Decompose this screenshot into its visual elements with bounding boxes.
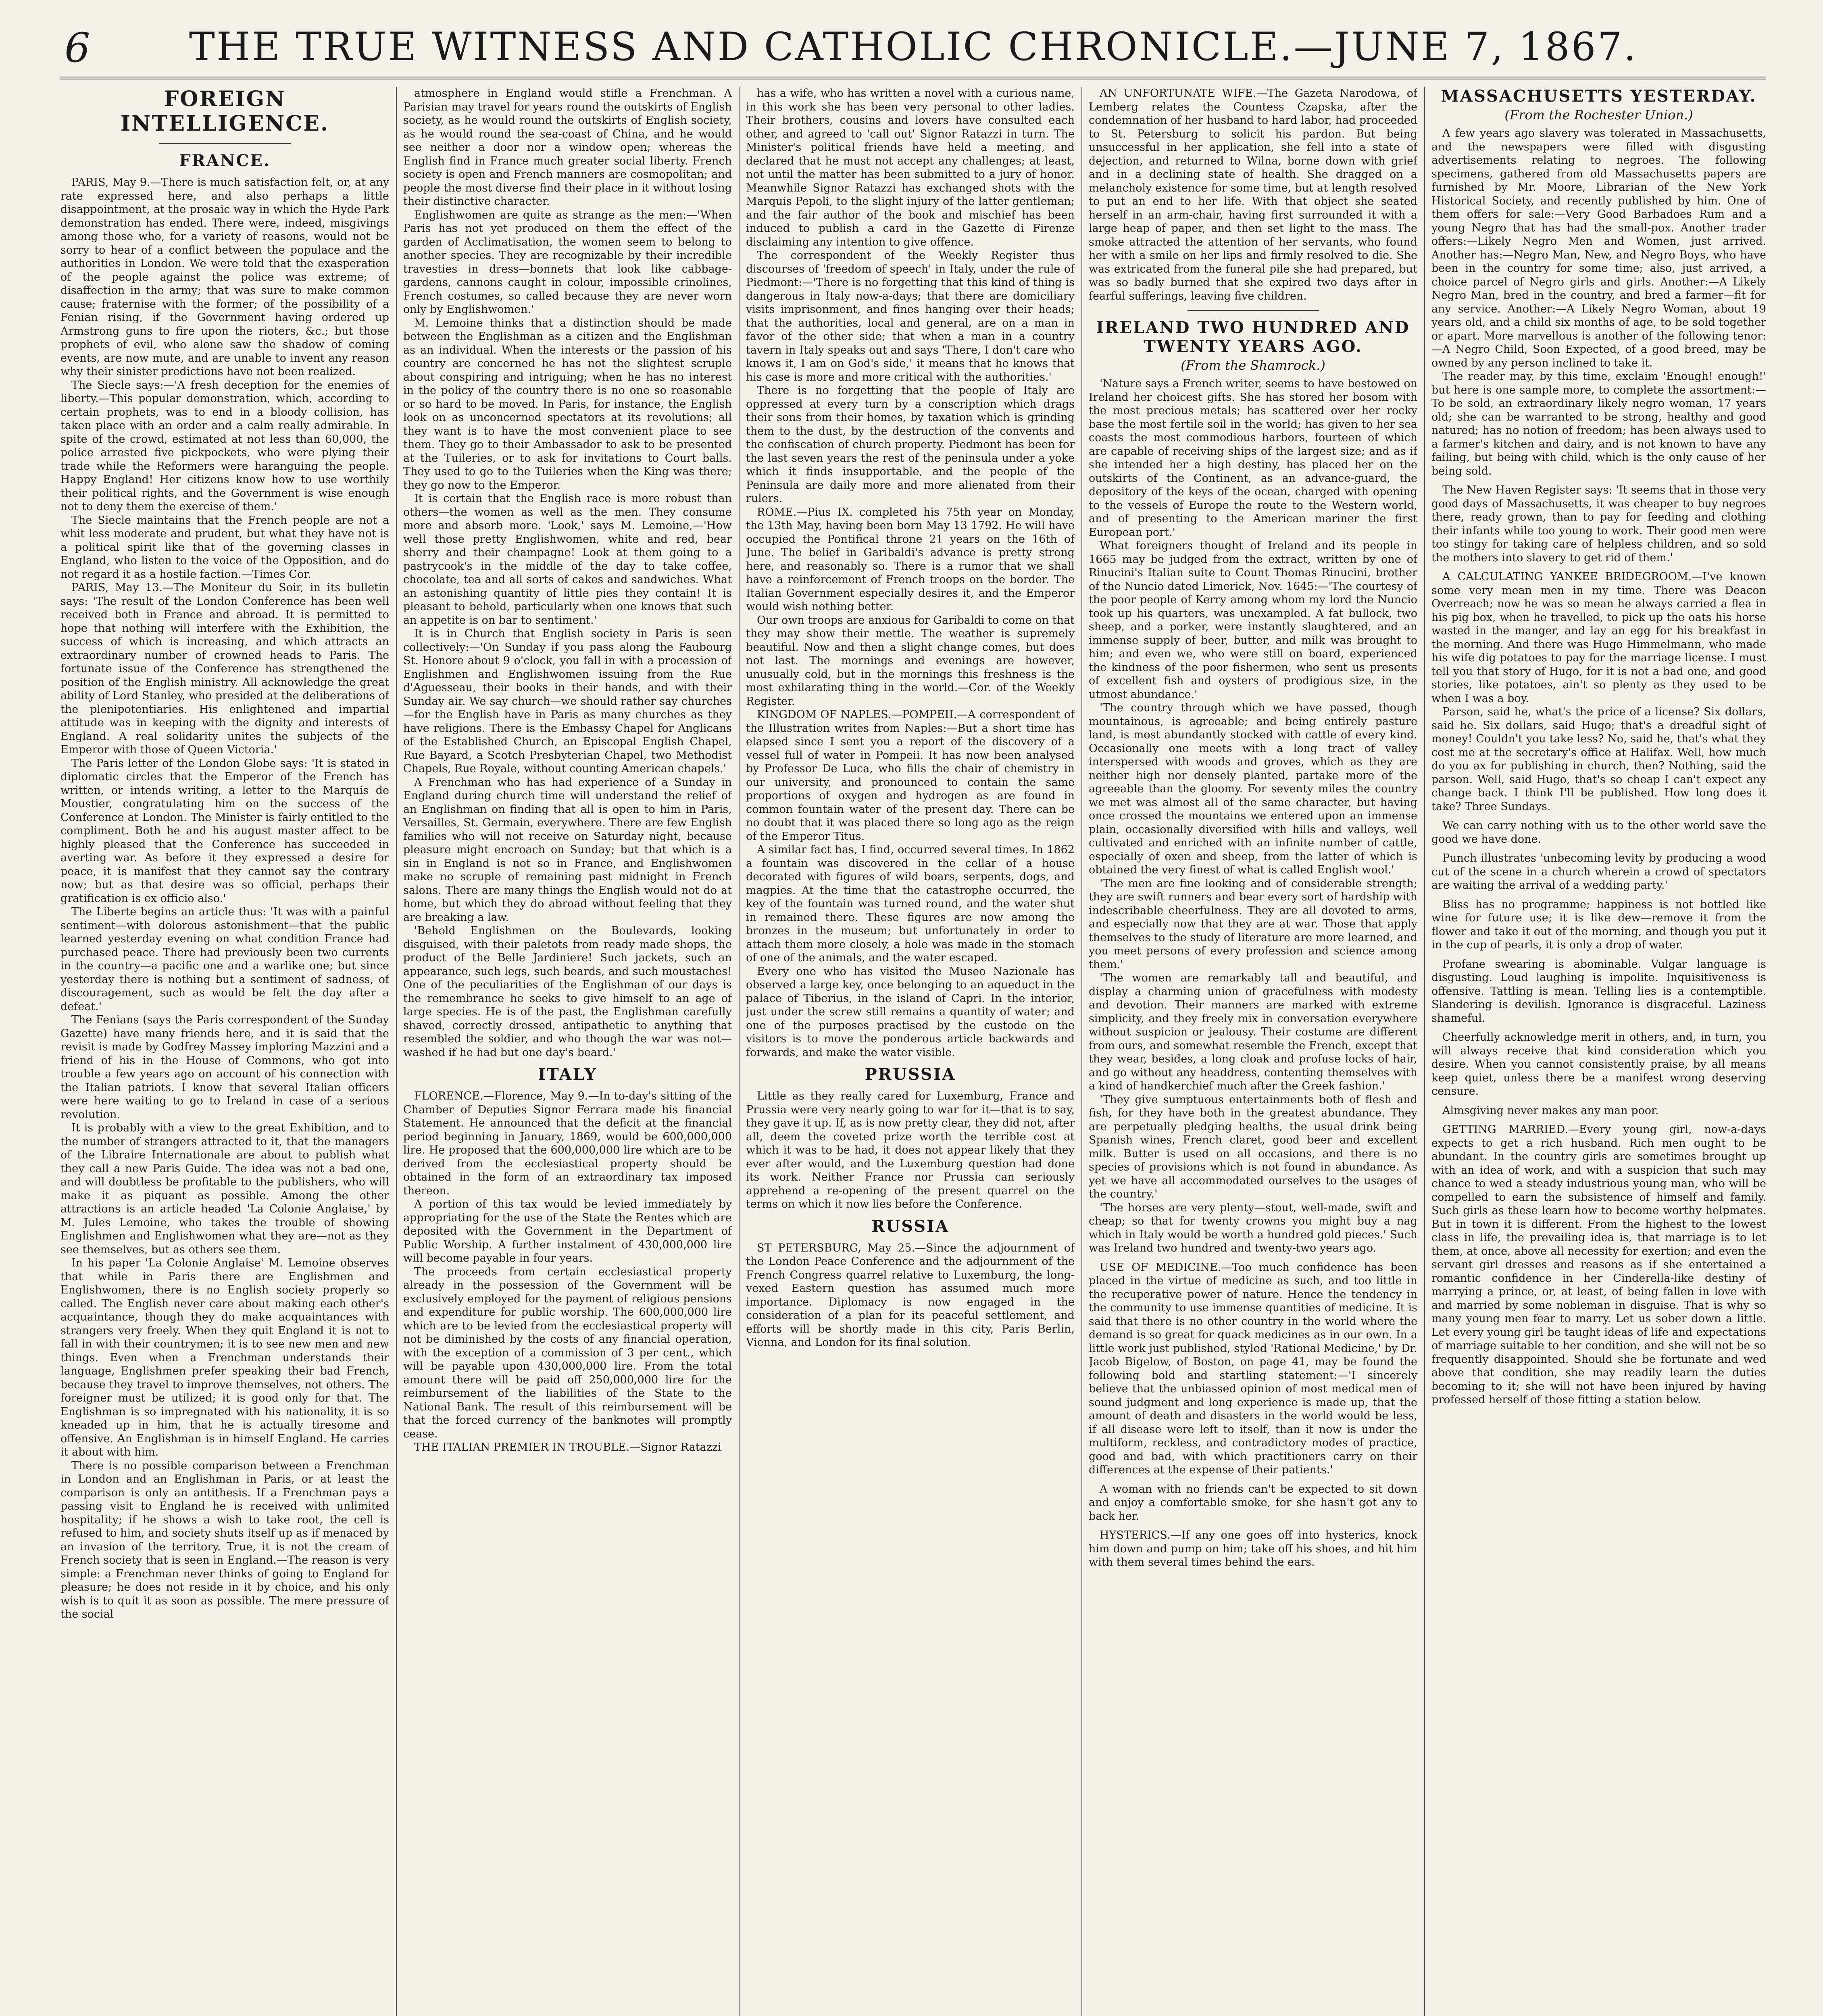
paragraph: It is certain that the English race is more robust than others—the women as well as the men. They consume more and absorb more. 'Look,' says M. Lemoine,—'How well those pretty Englishwomen, white and red, bear sherry and their champagne! Look at them going to a pastrycook's in the middle of the day to take coffee, chocolate, tea and all sorts of cakes and sandwiches. What an astonishing quantity of little pies they contain! It is pleasant to behold, particularly when one knows that such an appetite is on bar to sentiment.' [403,492,732,627]
page-number: 6 [65,24,90,71]
paragraph: 'Nature says a French writer, seems to have bestowed on Ireland her choicest gifts. She has stored her bosom with the most precious metals; has scattered over her rocky base the most fertile soil in the world; has given to her sea coasts the most commodious harbors, fourteen of which are capable of receiving ships of the largest size; and as if she intended her a high destiny, has placed her on the outskirts of the Continent, as an advance-guard, the depository of the keys of the ocean, charged with opening to the vessels of Europe the route to the Western world, and of presenting to the American mariner the first European port.' [1089,377,1417,539]
column-2 [403,87,732,2016]
article-body [403,87,732,1059]
column-1 [60,87,389,2016]
paragraph: A similar fact has, I find, occurred several times. In 1862 a fountain was discovered in the cellar of a house decorated with figures of wild boars, serpents, dogs, and magpies. At the time that the catastrophe occurred, the key of the fountain was turned round, and the water shut in remained there. These figures are now among the bronzes in the museum; but unfortunately in order to attach them more closely, a hole was made in the stomach of one of the animals, and the water escaped. [746,843,1075,964]
paragraph: It is in Church that English society in Paris is seen collectively:—'On Sunday if you pass along the Faubourg St. Honore about 9 o'clock, you fall in with a procession of Englishmen and Englishwomen issuing from the Rue d'Aguesseau, their books in their hands, and with their Sunday air. We say church—we should rather say churches—for the English have in Paris as many churches as they have religions. There is the Embassy Chapel for Anglicans of the Established Church, an Episcopal English Chapel, Rue Bayard, a Scotch Presbyterian Chapel, two Methodist Chapels, Rue Royale, without counting American chapels.' [403,627,732,775]
paragraph: ROME.—Pius IX. completed his 75th year on Monday, the 13th May, having been born May 13 1792. He will have occupied the Pontifical throne 21 years on the 16th of June. The belief in Garibaldi's advance is pretty strong here, and reasonably so. There is a rumor that we shall have a reinforcement of French troops on the border. The Italian Government especially desires it, and the Emperor would wish nothing better. [746,506,1075,613]
section-heading: FOREIGN INTELLIGENCE. [120,87,329,136]
paragraph: THE ITALIAN PREMIER IN TROUBLE.—Signor Ratazzi [414,1441,721,1454]
paragraph: 'The men are fine looking and of considerable strength; they are swift runners and bear every sort of hardship with indescribable cheerfulness. They are all devoted to arms, and especially now that they are at war. Those that apply themselves to the study of literature are more learned, and you meet persons of every profession and science among them.' [1089,877,1417,971]
article-body [1089,87,1417,303]
column-rule [1424,87,1425,2016]
column-3 [746,87,1075,2016]
paragraph: PARIS, May 13.—The Moniteur du Soir, in its bulletin says: 'The result of the London Conference has been well received both in France and abroad. It is permitted to hope that nothing will interfere with the Exhibition, the success of which is increasing, and which attracts an extraordinary number of crowned heads to Paris. The fortunate issue of the Conference has strengthened the position of the English ministry. All acknowledge the great ability of Lord Stanley, who presided at the deliberations of the plenipotentiaries. His enlightened and impartial attitude was in keeping with the dignity and interests of England. A real solidarity unites the subjects of the Emperor with those of Queen Victoria.' [60,581,389,756]
paragraph: Bliss has no programme; happiness is not bottled like wine for future use; it is like dew—remove it from the flower and take it out of the morning, and though you put it in the cup of pearls, it is only a drop of water. [1431,898,1766,951]
paragraph: 'They give sumptuous entertainments both of flesh and fish, for they have both in the greatest abundance. They are perpetually pledging healths, the usual drink being Spanish wines, French claret, good beer and excellent milk. Butter is used on all occasions, and there is no species of provisions which is not found in abundance. As yet we have all accommodated ourselves to the usages of the country.' [1089,1093,1417,1200]
paragraph: A woman with no friends can't be expected to sit down and enjoy a comfortable smoke, for she hasn't got any to back her. [1089,1483,1417,1522]
paragraph: The proceeds from certain ecclesiastical property already in the possession of the Government will be exclusively employed for the payment of religious pensions and expenditure for public worship. The 600,000,000 lire which are to be levied from the ecclesiastical property will not be diminished by the costs of any financial operation, with the exception of a commission of 3 per cent., which will be payable upon 430,000,000 lire. From the total amount there will be paid off 250,000,000 lire for the reimbursement of the liabilities of the State to the National Bank. The result of this reimbursement will be that the forced currency of the banknotes will promptly cease. [403,1265,732,1440]
paragraph: There is no possible comparison between a Frenchman in London and an Englishman in Paris, or at least the comparison is only an antithesis. If a Frenchman pays a passing visit to England he is received with unlimited hospitality; if he shows a wish to take root, the cell is refused to him, and society shuts itself up as if menaced by an invasion of the territory. True, it is not the cream of French society that is seen in England.—The reason is very simple: a Frenchman never thinks of going to England for pleasure; he does not reside in it by choice, and his only wish is to quit it as soon as possible. The mere pressure of the social [60,1459,389,1620]
article-body [746,1089,1075,1211]
article-body [1089,377,1417,1569]
column-rule [396,87,397,2016]
paragraph: Cheerfully acknowledge merit in others, and, in turn, you will always receive that kind consideration which you desire. When you cannot consistently praise, by all means keep quiet, unless there be a manifest wrong deserving censure. [1431,1031,1766,1098]
article-body [746,1241,1075,1350]
divider [1188,310,1319,311]
paragraph: 'The horses are very plenty—stout, well-made, swift and cheap; so that for twenty crowns you might buy a nag which in Italy would be worth a hundred gold pieces.' Such was Ireland two hundred and twenty-two years ago. [1089,1201,1417,1254]
paragraph: AN UNFORTUNATE WIFE.—The Gazeta Narodowa, of Lemberg relates the Countess Czapska, after the condemnation of her husband to hard labor, had proceeded to St. Petersburg to solicit his pardon. But being unsuccessful in her application, she fell into a state of dejection, and returned to Wilna, borne down with grief and in a declining state of health. She dragged on a melancholy existence for some time, but at length resolved to put an end to her life. With that object she seated herself in an arm-chair, having first surrounded it with a large heap of paper, and then set light to the mass. The smoke attracted the attention of her servants, who found her with a smile on her lips and firmly resolved to die. She was extricated from the funeral pile she had prepared, but was so badly burned that she expired two days after in fearful sufferings, leaving five children. [1089,87,1417,302]
paragraph: 'The women are remarkably tall and beautiful, and display a charming union of gracefulness with modesty and devotion. Their manners are marked with extreme simplicity, and they freely mix in conversation everywhere without suspicion or jealousy. Their costume are different from ours, and somewhat resemble the French, except that they wear, besides, a long cloak and profuse locks of hair, and go without any headdress, contenting themselves with a kind of handkerchief much after the Greek fashion.' [1089,972,1417,1092]
column-rule [739,87,740,2016]
masthead [60,16,1766,79]
paragraph: PARIS, May 9.—There is much satisfaction felt, or, at any rate expressed here, and also perhaps a little disappointment, at the prosaic way in which the Hyde Park demonstration has ended. There were, indeed, misgivings among those who, for a variety of reasons, would not be sorry to hear of a conflict between the populace and the authorities in London. We were told that the exasperation of the people against the police was extreme; of disaffection in the army; that was sure to make common cause; fraternise with the former; of the possibility of a Fenian rising, if the Government having ordered up Armstrong guns to fire upon the rioters, &c.; but those prophets of evil, who alone saw the shadow of coming events, are now mute, and are unable to invent any reason why their sinister predictions have not been realized. [60,176,389,378]
paragraph: HYSTERICS.—If any one goes off into hysterics, knock him down and pump on him; take off his shoes, and hit him with them several times behind the ears. [1089,1529,1417,1568]
paragraph: A portion of this tax would be levied immediately by appropriating for the use of the State the Rentes which are deposited with the Government in the Department of Public Worship. A further instalment of 430,000,000 lire will become payable in four years. [403,1198,732,1264]
paragraph: atmosphere in England would stifle a Frenchman. A Parisian may travel for years round the outskirts of English society, as he would round the outskirts of English society, as he would round the sea-coast of China, and he would see neither a door nor a window open; whereas the English find in France much greater social liberty. French society is open and French manners are cosmopolitan; and people the most diverse find their place in it without losing their distinctive character. [403,87,732,208]
divider [159,143,291,144]
paragraph: The Siecle says:—'A fresh deception for the enemies of liberty.—This popular demonstration, which, according to certain prophets, was to end in a bloody collision, has taken place with an order and a calm really admirable. In spite of the crowd, estimated at not less than 60,000, the police arrested five pickpockets, who were plying their trade while the Reformers were haranguing the people. Happy England! Her citizens know how to use worthily their political rights, and the Government is wise enough not to deny them the exercise of them.' [60,379,389,513]
columns-area [60,87,1766,2016]
article-title: IRELAND TWO HUNDRED AND TWENTY YEARS AGO. [1096,318,1410,356]
paragraph: Little as they really cared for Luxemburg, France and Prussia were very nearly going to war for it—that is to say, they gave it up. If, as is now pretty clear, they did not, after all, deem the coveted prize worth the terrible cost at which it was to be had, it does not appear likely that they ever after would, and the Luxemburg question had done its work. Neither France nor Prussia can seriously apprehend a re-opening of the present quarrel on the terms on which it now lies before the Conference. [746,1090,1075,1210]
article-body [403,1089,732,1454]
paragraph: The Paris letter of the London Globe says: 'It is stated in diplomatic circles that the Emperor of the French has written, or intends writing, a letter to the Marquis de Moustier, congratulating him on the success of the Conference at London. The Minister is fairly entitled to the compliment. Both he and his august master affect to be highly pleased that the Conference has succeeded in averting war. As before it they expressed a desire for peace, it is manifest that they cannot say the contrary now; but as that desire was so official, perhaps their gratification is ex officio also.' [60,757,389,905]
paragraph: A Frenchman who has had experience of a Sunday in England during church time will understand the relief of an Englishman on finding that all is open to him in Paris, Versailles, St. Germain, everywhere. There are few English families who will not receive on Saturday night, because pleasure might encroach on Sunday; but that which is a sin in England is not so in France, and Englishwomen make no scruple of remaining past midnight in French salons. There are many things the English would not do at home, but which they do abroad without feeling that they are breaking a law. [403,776,732,924]
paragraph: Punch illustrates 'unbecoming levity by producing a wood cut of the scene in a church wherein a crowd of spectators are waiting the arrival of a wedding party.' [1431,852,1766,891]
paragraph: ST PETERSBURG, May 25.—Since the adjournment of the London Peace Conference and the adjournment of the French Congress quarrel relative to Luxemburg, the long-vexed Eastern question has assumed much more importance. Diplomacy is now engaged in the consideration of a plan for its peaceful settlement, and efforts will be shortly made in this city, Paris Berlin, Vienna, and London for its final solution. [746,1241,1075,1349]
paragraph: What foreigners thought of Ireland and its people in 1665 may be judged from the extract, written by one of Rinucini's Italian suite to Count Thomas Rinucini, brother of the Nuncio dated Limerick, Nov. 1645:—'The courtesy of the poor people of Kerry among whom my lord the Nuncio took up his quarters, was unexampled. A fat bullock, two sheep, and a porker, were instantly slaughtered, and an immense supply of beer, butter, and milk was brought to him; and even we, who were still on board, experienced the kindness of the poor fishermen, who sent us presents of excellent fish and oysters of prodigious size, in the utmost abundance.' [1089,539,1417,701]
section-heading-prussia: PRUSSIA [865,1065,956,1084]
paragraph: The Siecle maintains that the French people are not a whit less moderate and prudent, but what they have not is a political spirit like that of the governing classes in England, who listen to the voice of the Opposition, and do not regard it as a hostile faction.—Times Cor. [60,514,389,581]
paragraph: 'Behold Englishmen on the Boulevards, looking disguised, with their paletots from ready made shops, the product of the Belle Jardiniere! Such jackets, such an appearance, such legs, such beards, and such moustaches! One of the peculiarities of the Englishman of our days is the remembrance he seeks to give himself to an age of large species. He is of the past, the Englishman carefully shaved, correctly dressed, antipathetic to anything that resembled the soldier, and who though the war was not—washed if he had but one day's beard.' [403,925,732,1059]
column-rule [1081,87,1082,2016]
paragraph: The Liberte begins an article thus: 'It was with a painful sentiment—with dolorous astonishment—that the public learned yesterday evening on what condition France had purchased peace. There had previously been two currents in the country—a pacific one and a warlike one; but since yesterday there is nothing but a sentiment of sadness, of discouragement, such as would be felt the day after a defeat.' [60,906,389,1013]
section-heading-italy: ITALY [538,1065,597,1084]
article-body [60,176,389,1621]
paragraph: A CALCULATING YANKEE BRIDEGROOM.—I've known some very mean men in my time. There was Deacon Overreach; now he was so mean he always carried a flea in his pig box, when he travelled, to pick up the oats his horse wasted in the manger, and lay an egg for his breakfast in the morning. And there was Hugo Himmelmann, who made his wife dig potatoes to pay for the marriage license. I must tell you that story of Hugo, for it is not a bad one, and good stories, like potatoes, ain't so plenty as they used to be when I was a boy. [1431,571,1766,705]
paragraph: Parson, said he, what's the price of a license? Six dollars, said he. Six dollars, said Hugo; that's a dreadful sight of money! Couldn't you take less? No, said he, that's what they cost me at the secretary's office at Halifax. Well, how much do you ax for publishing in church, then? Nothing, said the parson. Well, said Hugo, that's so cheap I can't expect any change back. I think I'll be published. How long does it take? Three Sundays. [1431,706,1766,813]
paragraph: Our own troops are anxious for Garibaldi to come on that they may show their mettle. The weather is supremely beautiful. Now and then a slight change comes, but does not last. The mornings and evenings are however, unusually cold, but in the mornings this freshness is the most exhilarating thing in the world.—Cor. of the Weekly Register. [746,614,1075,708]
article-source: (From the Rochester Union.) [1504,107,1693,123]
paragraph: The New Haven Register says: 'It seems that in those very good days of Massachusetts, it was cheaper to buy negroes there, ready grown, than to pay for feeding and clothing their infants while too young to work. Their good men were too stingy for taking care of helpless children, and so sold the mothers into slavery to get rid of them.' [1431,484,1766,564]
newspaper-title: THE TRUE WITNESS AND CATHOLIC CHRONICLE.—JUNE 7, 1867. [189,24,1638,69]
subsection-heading: FRANCE. [179,151,271,170]
paragraph: GETTING MARRIED.—Every young girl, now-a-days expects to get a rich husband. Rich men ought to be abundant. In the country girls are sometimes brought up with an idea of work, and with a suspicion that such may chance to wed a steady industrious young man, who will be compelled to earn the subsistence of himself and family. Such girls as these learn how to become worthy helpmates. But in town it is different. From the highest to the lowest class in life, the prevailing idea is, that marriage is to let them, at once, above all necessity for exertion; and even the servant girl dresses and reasons as if she entertained a romantic confidence in her Cinderella-like destiny of marrying a prince, or, at least, of being fallen in love with and married by some nobleman in disguise. That is why so many young men fear to marry. Let us sober down a little. Let every young girl be taught ideas of life and expectations of marriage suitable to her condition, and she will not be so frequently disappointed. Should she be fortunate and wed above that condition, she may readily learn the duties becoming to it; she will not have been injured by having professed herself of those fitting a station below. [1431,1123,1766,1406]
article-source: (From the Shamrock.) [1181,358,1325,373]
article-body [746,87,1075,1059]
paragraph: It is probably with a view to the great Exhibition, and to the number of strangers attracted to it, that the managers of the Libraire Internationale are about to publish what they call a new Paris Guide. The idea was not a bad one, and will doubtless be profitable to the publishers, who will make it as piquant as possible. Among the other attractions is an article headed 'La Colonie Anglaise,' by M. Jules Lemoine, who takes the trouble of showing Englishmen and Englishwomen what they are—not as they see themselves, but as others see them. [60,1122,389,1256]
paragraph: USE OF MEDICINE.—Too much confidence has been placed in the virtue of medicine as such, and too little in the recuperative power of nature. Hence the tendency in the community to use immense quantities of medicine. It is said that there is no other country in the world where the demand is so great for quack medicines as in our own. In a little work just published, styled 'Rational Medicine,' by Dr. Jacob Bigelow, of Boston, on page 41, may be found the following bold and startling statement:—'I sincerely believe that the unbiassed opinion of most medical men of sound judgment and long experience is made up, that the amount of death and disasters in the world would be less, if all disease were left to itself, than it now is under the multiform, reckless, and contradictory modes of practice, good and bad, with which practitioners carry on their differences at the expense of their patients.' [1089,1261,1417,1476]
newspaper-page [60,16,1766,2016]
article-title: MASSACHUSETTS YESTERDAY. [1441,87,1757,106]
paragraph: 'The country through which we have passed, though mountainous, is agreeable; and being entirely pasture land, is most abundantly stocked with cattle of every kind. Occasionally one meets with a long tract of valley interspersed with woods and groves, which as they are neither high nor densely planted, partake more of the agreeable than the gloomy. For seventy miles the country we met was almost all of the same character, but having once crossed the mountains we entered upon an immense plain, occasionally diversified with hills and valleys, well cultivated and enriched with an infinite number of cattle, especially of oxen and sheep, from the latter of which is obtained the very finest of what is called English wool.' [1089,702,1417,876]
article-body [1431,127,1766,1407]
paragraph: A few years ago slavery was tolerated in Massachusetts, and the newspapers were filled with disgusting advertisements relating to negroes. The following specimens, gathered from old Massachusetts papers are furnished by Mr. Moore, Librarian of the New York Historical Society, and recently published by him. One of them offers for sale:—Very Good Barbadoes Rum and a young Negro that has had the small-pox. Another trader offers:—Likely Negro Men and Women, just arrived. Another has:—Negro Man, New, and Negro Boys, who have been in the country for some time; also, just arrived, a choice parcel of Negro girls and girls. Another:—A Likely Negro Man, bred in the country, and bred a farmer—fit for any service. Another:—A Likely Negro Woman, about 19 years old, and a child six months of age, to be sold together or apart. More marvellous is another of the following tenor:—A Negro Child, Soon Expected, of a good breed, may be owned by any person inclined to take it. [1431,127,1766,369]
paragraph: The correspondent of the Weekly Register thus discourses of 'freedom of speech' in Italy, under the rule of Piedmont:—'There is no forgetting that this kind of thing is dangerous in Italy now-a-days; that there are domiciliary visits imprisonment, and fines hanging over their heads; that the authorities, local and general, are on a man in favor of the other side; that when a man in a country tavern in Italy speaks out and says 'There, I don't care who knows it, I am on God's side,' it means that he knows that his case is more and more critical with the authorities.' [746,249,1075,383]
paragraph: The Fenians (says the Paris correspondent of the Sunday Gazette) have many friends here, and it is said that the revisit is made by Godfrey Massey imploring Mazzini and a friend of his in the House of Commons, who got into trouble a few years ago on account of his connection with the Italian patriots. I know that several Italian officers were here waiting to go to Ireland in case of a serious revolution. [60,1014,389,1121]
paragraph: Almsgiving never makes any man poor. [1442,1104,1659,1117]
paragraph: We can carry nothing with us to the other world save the good we have done. [1431,819,1766,846]
paragraph: Profane swearing is abominable. Vulgar language is disgusting. Loud laughing is impolite. Inquisitiveness is offensive. Tattling is mean. Telling lies is a contemptible. Slandering is devilish. Ignorance is disgraceful. Laziness shameful. [1431,958,1766,1025]
paragraph: Englishwomen are quite as strange as the men:—'When Paris has not yet produced on them the effect of the garden of Acclimatisation, the women seem to belong to another species. They are recognizable by their incredible travesties in dress—bonnets that look like cabbage-gardens, cannons caught in colour, impossible crinolines, French costumes, so called because they are never worn only by Englishwomen.' [403,208,732,316]
paragraph: M. Lemoine thinks that a distinction should be made between the Englishman as a citizen and the Englishman as an individual. When the interests or the passion of his country are concerned he has not the slightest scruple about conspiring and intriguing; when he has no interest in the policy of the country there is no one so reasonable or so hard to be moved. In Paris, for instance, the English look on as unconcerned spectators at its revolutions; all they want is to have the most convenient place to see them. They go to their Ambassador to ask to be presented at the Tuileries, or to ask for invitations to Court balls. They used to go to the Tuileries when the King was there; they go now to the Emperor. [403,317,732,492]
column-5 [1431,87,1766,2016]
paragraph: The reader may, by this time, exclaim 'Enough! enough!' but here is one sample more, to complete the assortment:—To be sold, an extraordinary likely negro woman, 17 years old; she can be warranted to be strong, healthy and good natured; has no notion of freedom; has been always used to a farmer's kitchen and dairy, and is not known to have any failing, but being with child, which is the only cause of her being sold. [1431,370,1766,477]
section-heading-russia: RUSSIA [871,1216,949,1236]
paragraph: Every one who has visited the Museo Nazionale has observed a large key, once belonging to an aqueduct in the palace of Tiberius, in the island of Capri. In the interior, just under the screw still remains a quantity of water; and one of the purposes practised by the custode on the visitors is to move the ponderous article backwards and forwards, and make the water visible. [746,965,1075,1059]
paragraph: In his paper 'La Colonie Anglaise' M. Lemoine observes that while in Paris there are Englishmen and Englishwomen, there is no English society properly so called. The English never care about making each other's acquaintance, though they do make acquaintances with strangers very freely. When they quit England it is not to fall in with their countrymen; it is to see new men and new things. Even when a Frenchman understands their language, Englishmen prefer speaking their bad French, because they travel to improve themselves, not others. The foreigner must be utilized; it is good only for that. The Englishman is so impregnated with his nationality, it is so kneaded up in him, that he is actually tiresome and offensive. An Englishman is in himself England. He carries it about with him. [60,1257,389,1458]
paragraph: KINGDOM OF NAPLES.—POMPEII.—A correspondent of the Illustration writes from Naples:—But a short time has elapsed since I sent you a report of the discovery of a vessel full of water in Pompeii. It has now been analysed by Professor De Luca, who fills the chair of chemistry in our university, and pronounced to contain the same proportions of oxygen and hydrogen as are found in common fountain water of the present day. There can be no doubt that it was placed there so long ago as the reign of the Emperor Titus. [746,708,1075,843]
column-4 [1089,87,1417,2016]
paragraph: There is no forgetting that the people of Italy are oppressed at every turn by a conscription which drags their sons from their homes, by taxation which is grinding them to the dust, by the destruction of the convents and the confiscation of church property. Piedmont has been for the last seven years the rest of the peninsula under a yoke which it finds insupportable, and the people of the Peninsula are daily more and more alienated from their rulers. [746,384,1075,505]
paragraph: has a wife, who has written a novel with a curious name, in this work she has been very personal to other ladies. Their brothers, cousins and lovers have consulted each other, and agreed to 'call out' Signor Ratazzi in turn. The Minister's political friends have held a meeting, and declared that he must not accept any challenges; at least, not until the matter has been submitted to a jury of honor. Meanwhile Signor Ratazzi has exchanged shots with the Marquis Pepoli, to the slight injury of the latter gentleman; and the fair author of the book and mischief has been induced to publish a card in the Gazette di Firenze disclaiming any intention to give offence. [746,87,1075,248]
paragraph: FLORENCE.—Florence, May 9.—In to-day's sitting of the Chamber of Deputies Signor Ferrara made his financial Statement. He announced that the deficit at the financial period beginning in January, 1869, would be 600,000,000 lire. He proposed that the 600,000,000 lire which are to be derived from the ecclesiastical property should be obtained in the form of an extraordinary tax imposed thereon. [403,1090,732,1197]
